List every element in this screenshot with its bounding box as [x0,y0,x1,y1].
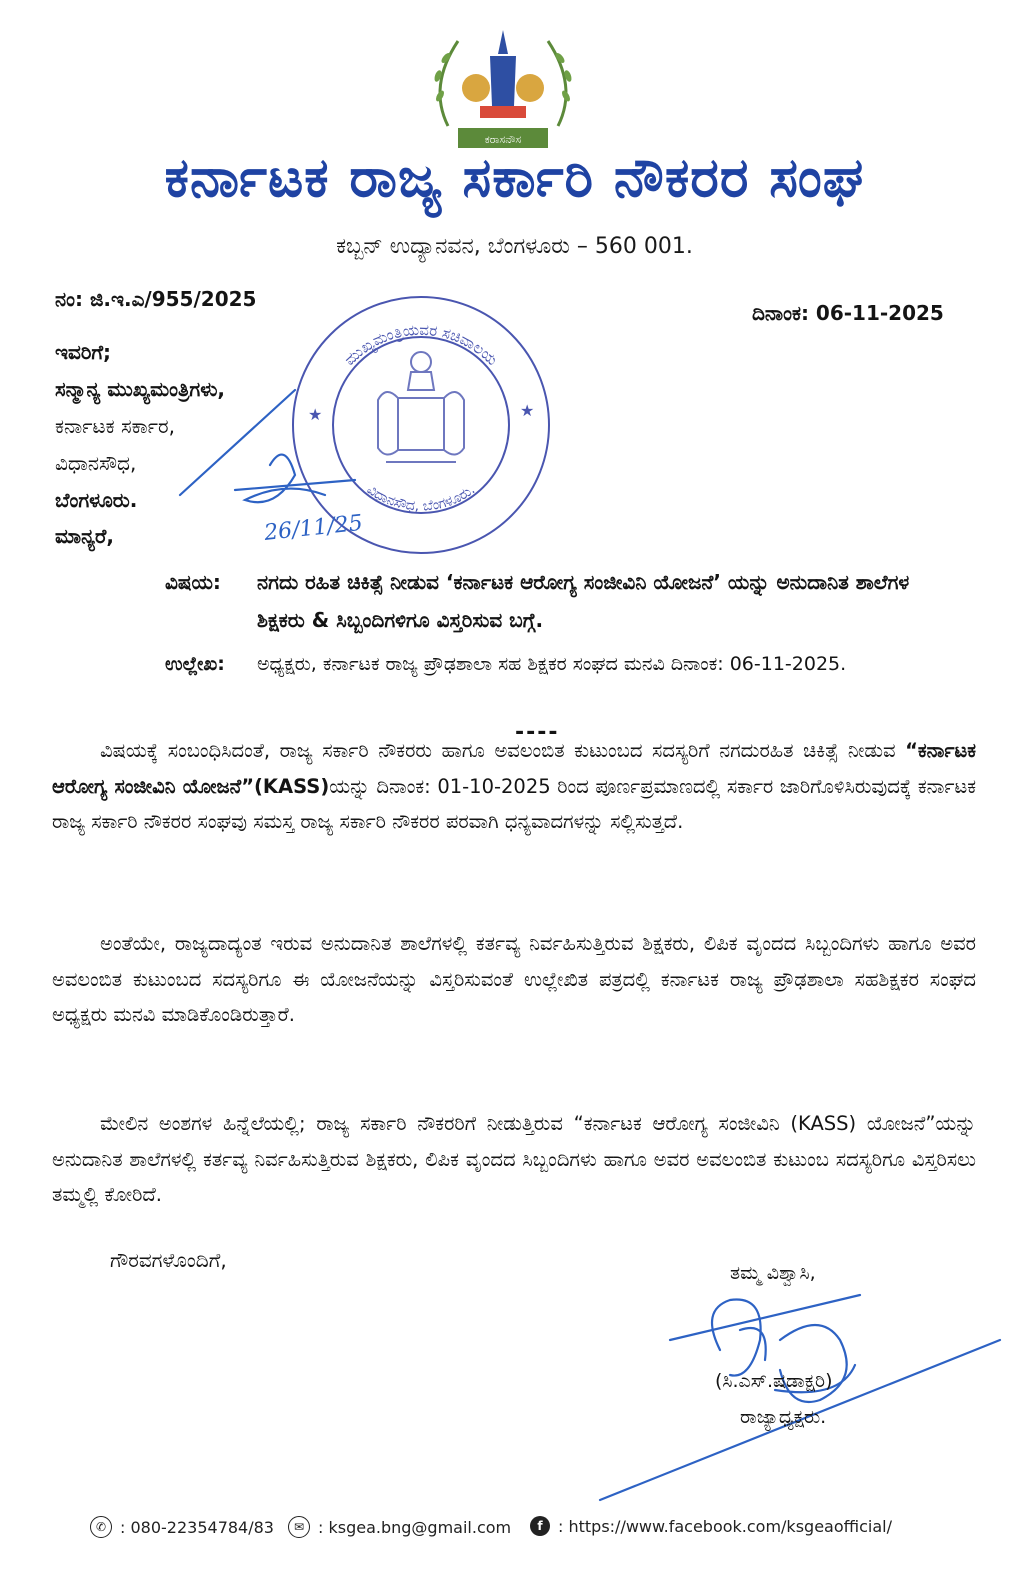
organization-name: ಕರ್ನಾಟಕ ರಾಜ್ಯ ಸರ್ಕಾರಿ ನೌಕರರ ಸಂಘ [164,146,865,209]
facebook-icon: f [530,1516,550,1536]
facebook-url: : https://www.facebook.com/ksgeaofficial/ [558,1516,892,1536]
signer-name: (ಸಿ.ಎಸ್.ಷಡಾಕ್ಷರಿ) [715,1370,833,1392]
letter-date: ದಿನಾಂಕ: 06-11-2025 [752,301,944,325]
handwritten-signature [590,1270,1010,1530]
email-icon: ✉ [288,1516,310,1538]
association-emblem [418,26,588,156]
svg-text:★: ★ [520,401,535,420]
letterhead-footer [0,1512,1029,1542]
footer-phone [90,1516,274,1538]
phone-number: : 080-22354784/83 [120,1517,274,1537]
scheme-name-bold: “ಕರ್ನಾಟಕ ಆರೋಗ್ಯ ಸಂಜೀವಿನಿ ಯೋಜನೆ”(KASS) [52,739,977,798]
subject-label: ವಿಷಯ: [165,570,221,594]
seal-bottom-text: ವಿಧಾನಸೌಧ, ಬೆಂಗಳೂರು. [363,481,479,515]
body-paragraph-3 [52,1106,976,1213]
subject-text: ನಗದು ರಹಿತ ಚಿಕಿತ್ಸೆ ನೀಡುವ ‘ಕರ್ನಾಟಕ ಆರೋಗ್ಯ ಸಂಜೀವಿನಿ ಯೋಜನೆ’ ಯನ್ನು ಅನುದಾನಿತ ಶಾಲೆಗಳ ಶಿಕ್ಷಕರು & ಸಿಬ್ಬಂದಿಗಳಿಗೂ ವಿಸ್ತರಿಸುವ ಬಗ್ಗೆ. [257,570,910,632]
signer-designation: ರಾಜ್ಯಾಧ್ಯಕ್ಷರು. [740,1406,827,1428]
recipient-line: ಬೆಂಗಳೂರು. [55,488,138,512]
email-address: : ksgea.bng@gmail.com [318,1517,512,1537]
subject-section [165,563,935,639]
reference-label: ಉಲ್ಲೇಖ: [165,653,225,675]
reference-number: ನಂ: ಜಿ.ಇ.ಎ/955/2025 [55,287,257,311]
seal-top-text: ಮುಖ್ಯಮಂತ್ರಿಯವರ ಸಚಿವಾಲಯ [340,320,502,370]
reference-section [165,646,935,682]
separator-dashes: ---- [515,720,560,745]
organization-address: ಕಬ್ಬನ್ ಉದ್ಯಾನವನ, ಬೆಂಗಳೂರು – 560 001. [336,234,693,259]
body-paragraph-1 [52,733,976,840]
yours-faithfully: ತಮ್ಮ ವಿಶ್ವಾಸಿ, [730,1262,816,1284]
recipient-line: ಕರ್ನಾಟಕ ಸರ್ಕಾರ, [55,414,175,438]
paragraph-text: ವಿಷಯಕ್ಕೆ ಸಂಬಂಧಿಸಿದಂತೆ, ರಾಜ್ಯ ಸರ್ಕಾರಿ ನೌಕರರು ಹಾಗೂ ಅವಲಂಬಿತ ಕುಟುಂಬದ ಸದಸ್ಯರಿಗೆ ನಗದುರಹಿತ ಚಿಕಿತ್ಸೆ ನೀಡುವ [100,739,896,762]
svg-text:★: ★ [308,405,323,424]
footer-facebook [530,1516,892,1536]
body-paragraph-2 [52,926,976,1033]
recipient-block [55,334,225,519]
svg-text:ವಿಧಾನಸೌಧ, ಬೆಂಗಳೂರು. [364,482,478,515]
reference-text: ಅಧ್ಯಕ್ಷರು, ಕರ್ನಾಟಕ ರಾಜ್ಯ ಪ್ರೌಢಶಾಲಾ ಸಹ ಶಿಕ್ಷಕರ ಸಂಘದ ಮನವಿ ದಿನಾಂಕ: 06-11-2025. [257,653,847,675]
handwritten-date: 26/11/25 [263,510,364,546]
salutation: ಮಾನ್ಯರೆ, [55,524,114,548]
recipient-to: ಇವರಿಗೆ; [55,340,112,364]
emblem-text: ಕರಾಸನೌಸ [484,133,522,146]
footer-email [288,1516,511,1538]
recipient-line: ವಿಧಾನಸೌಧ, [55,451,137,475]
phone-icon: ✆ [90,1516,112,1538]
paragraph-text: ಯನ್ನು ದಿನಾಂಕ: 01-10-2025 ರಿಂದ ಪೂರ್ಣಪ್ರಮಾಣದಲ್ಲಿ ಸರ್ಕಾರ ಜಾರಿಗೊಳಿಸಿರುವುದಕ್ಕೆ ಕರ್ನಾಟಕ ರಾಜ್ಯ ಸರ್ಕಾರಿ ನೌಕರರ ಸಂಘವು ಸಮಸ್ತ ರಾಜ್ಯ ಸರ್ಕಾರಿ ನೌಕರರ ಪರವಾಗಿ ಧನ್ಯವಾದಗಳನ್ನು ಸಲ್ಲಿಸುತ್ತದೆ. [52,774,976,833]
paragraph-text: ಮೇಲಿನ ಅಂಶಗಳ ಹಿನ್ನೆಲೆಯಲ್ಲಿ; ರಾಜ್ಯ ಸರ್ಕಾರಿ ನೌಕರರಿಗೆ ನೀಡುತ್ತಿರುವ “ಕರ್ನಾಟಕ ಆರೋಗ್ಯ ಸಂಜೀವಿನಿ (KASS) ಯೋಜನೆ”ಯನ್ನು ಅನುದಾನಿತ ಶಾಲೆಗಳಲ್ಲಿ ಕರ್ತವ್ಯ ನಿರ್ವಹಿಸುತ್ತಿರುವ ಶಿಕ್ಷಕರು, ಲಿಪಿಕ ವೃಂದದ ಸಿಬ್ಬಂದಿಗಳು ಹಾಗೂ ಅವರ ಅವಲಂಬಿತ ಕುಟುಂಬ ಸದಸ್ಯರಿಗೂ ವಿಸ್ತರಿಸಲು ತಮ್ಮಲ್ಲಿ ಕೋರಿದೆ. [52,1112,976,1206]
paragraph-text: ಅಂತೆಯೇ, ರಾಜ್ಯದಾದ್ಯಂತ ಇರುವ ಅನುದಾನಿತ ಶಾಲೆಗಳಲ್ಲಿ ಕರ್ತವ್ಯ ನಿರ್ವಹಿಸುತ್ತಿರುವ ಶಿಕ್ಷಕರು, ಲಿಪಿಕ ವೃಂದದ ಸಿಬ್ಬಂದಿಗಳು ಹಾಗೂ ಅವರ ಅವಲಂಬಿತ ಕುಟುಂಬದ ಸದಸ್ಯರಿಗೂ ಈ ಯೋಜನೆಯನ್ನು ವಿಸ್ತರಿಸುವಂತೆ ಉಲ್ಲೇಖಿತ ಪತ್ರದಲ್ಲಿ ಕರ್ನಾಟಕ ರಾಜ್ಯ ಪ್ರೌಢಶಾಲಾ ಸಹಶಿಕ್ಷಕರ ಸಂಘದ ಅಧ್ಯಕ್ಷರು ಮನವಿ ಮಾಡಿಕೊಂಡಿರುತ್ತಾರೆ. [52,932,976,1026]
recipient-line: ಸನ್ಮಾನ್ಯ ಮುಖ್ಯಮಂತ್ರಿಗಳು, [55,377,226,401]
closing-phrase: ಗೌರವಗಳೊಂದಿಗೆ, [110,1248,227,1272]
